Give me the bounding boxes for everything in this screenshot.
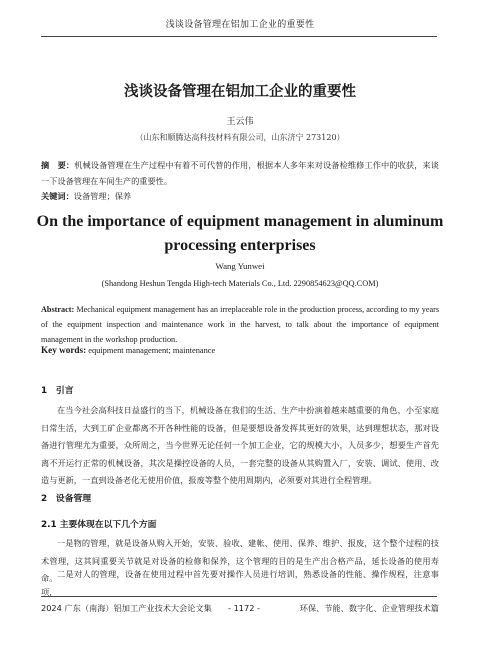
english-keywords-text: equipment management; maintenance <box>88 346 216 355</box>
section-2-1-heading: 2.1 主要体现在以下几个方面 <box>41 520 157 530</box>
chinese-author: 王云伟 <box>226 117 254 127</box>
english-title: On the importance of equipment management in aluminum processing enterprises <box>36 213 444 254</box>
chinese-abstract-text: 机械设备管理在生产过程中有着不可代替的作用，根据本人多年来对设备检维修工作中的收获，来谈一下设备管理在车间生产的重要性。 <box>41 160 439 186</box>
english-keywords <box>41 345 439 355</box>
english-keywords-label: Key words: <box>41 345 87 355</box>
chinese-title: 浅谈设备管理在铝加工企业的重要性 <box>124 84 356 100</box>
section-1-heading: 1 引言 <box>41 386 74 396</box>
english-abstract <box>41 302 439 347</box>
chinese-keywords <box>41 190 439 202</box>
chinese-keywords-text: 设备管理；保养 <box>73 191 132 201</box>
chinese-abstract-label: 摘 要： <box>41 160 75 170</box>
chinese-abstract <box>41 157 439 189</box>
english-affiliation: (Shandong Heshun Tengda High-tech Materials Co., Ltd. 2290854623@QQ.COM) <box>101 279 379 288</box>
section-2-1-paragraph-2: 二是对人的管理，设备在使用过程中首先要对操作人员进行培训，熟悉设备的性能、操作规程，注意事项， <box>41 569 439 597</box>
english-abstract-label: Abstract: <box>41 305 75 314</box>
english-abstract-text: Mechanical equipment management has an irreplaceable role in the production process, according to my years of the equipment inspection and maintenance work in the harvest, to talk about the importance of equipment management in the workshop production. <box>41 305 440 344</box>
footer-rule <box>41 596 437 597</box>
section-1-paragraph: 在当今社会高科技日益盛行的当下，机械设备在我们的生活、生产中扮演着越来越重要的角色，小至家庭日常生活，大到工矿企业都离不开各种性能的设备，但是要想设备发挥其更好的效果，达到理想状态，那对设备进行管理尤为重要，众所周之，当今世界无论任何一个加工企业，它的规模大小，人员多少，想要生产首先离不开运行正常的机械设备，其次是操控设备的人员，一套完整的设备从其购置入厂，安装、调试、使用、改造与更新，一直到设备老化无使用价值，报废等整个使用周期内，必须要对其进行全程管理。 <box>41 405 439 486</box>
section-2-heading: 2 设备管理 <box>41 494 92 504</box>
header-rule <box>41 36 437 37</box>
running-header: 浅谈设备管理在铝加工企业的重要性 <box>165 20 315 30</box>
footer-proceedings: 2024 广东（南海）铝加工产业技术大会论文集 <box>41 603 212 613</box>
english-author: Wang Yunwei <box>215 261 265 271</box>
chinese-keywords-label: 关键词： <box>41 191 74 201</box>
section-2-1-paragraph-1: 一是物的管理，就是设备从购入开始，安装、验收、建帐、使用、保养、维护、报废，这个整个过程的技术管理，这其间重要关节就是对设备的检修和保养，这个管理的目的是生产出合格产品，延长设备的使用寿命。 <box>41 538 439 584</box>
footer-section: 环保、节能、数字化、企业管理技术篇 <box>299 603 439 613</box>
page-number: - 1172 - <box>228 603 260 613</box>
chinese-affiliation: （山东和顺腾达高科技材料有限公司，山东济宁 273120） <box>135 133 345 142</box>
